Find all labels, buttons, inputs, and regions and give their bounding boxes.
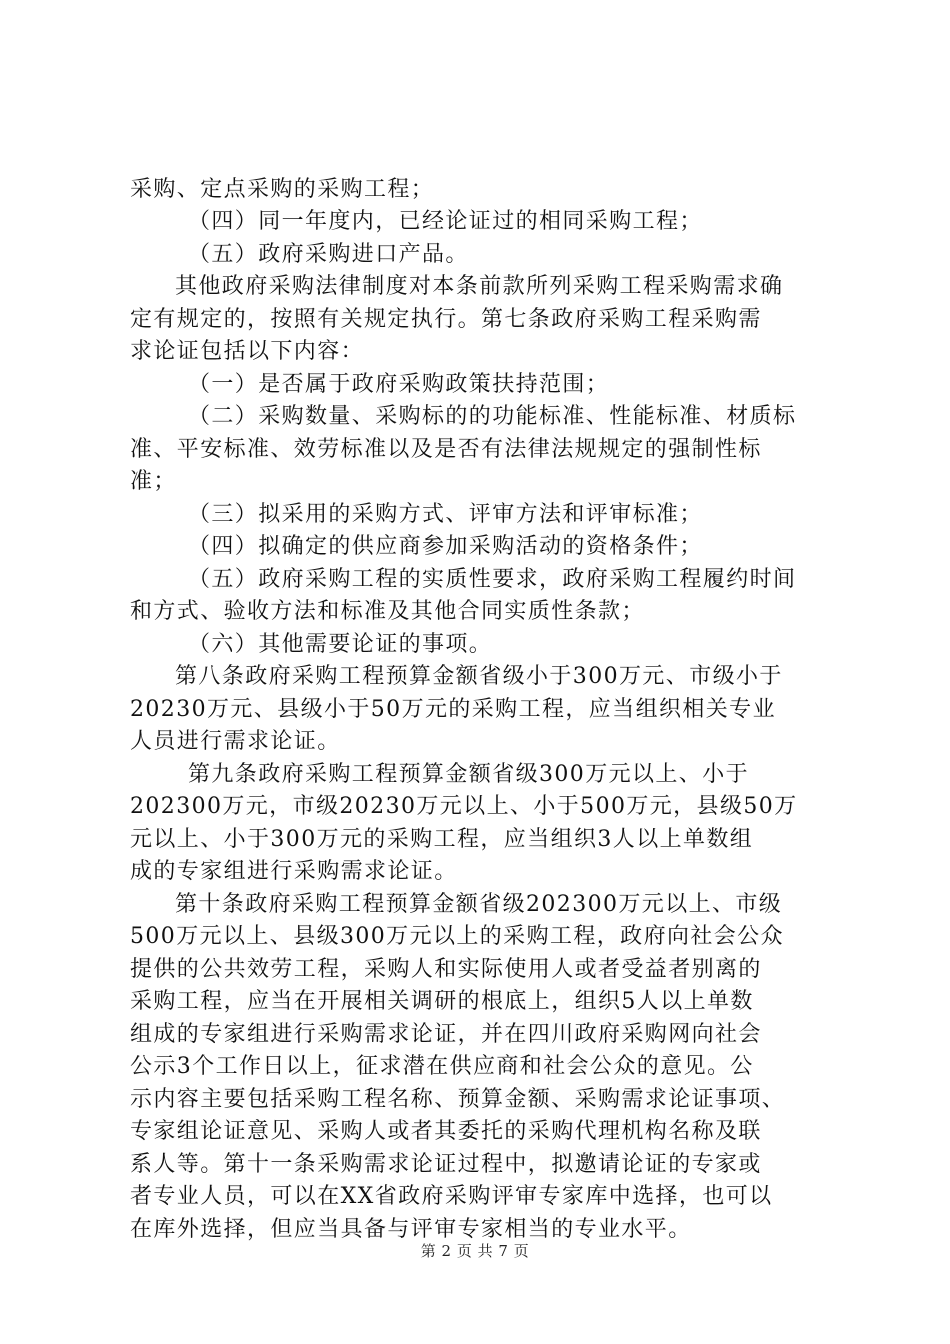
text-line: （四）同一年度内，已经论证过的相同采购工程； xyxy=(188,209,703,234)
text-line: （四）拟确定的供应商参加采购活动的资格条件； xyxy=(188,534,703,559)
text-line: 第十条政府采购工程预算金额省级202300万元以上、市级 xyxy=(175,892,783,917)
text-line: 公示3个工作日以上，征求潜在供应商和社会公众的意见。公 xyxy=(130,1054,754,1079)
text-line: 采购、定点采购的采购工程； xyxy=(130,177,435,202)
text-line: 其他政府采购法律制度对本条前款所列采购工程采购需求确 xyxy=(175,274,784,299)
text-line: 和方式、验收方法和标准及其他合同实质性条款； xyxy=(130,599,645,624)
text-line: 求论证包括以下内容： xyxy=(130,339,365,364)
text-line: 202300万元，市级20230万元以上、小于500万元，县级50万 xyxy=(130,794,798,819)
text-line: 采购工程，应当在开展相关调研的根底上，组织5人以上单数 xyxy=(130,989,754,1014)
text-line: 组成的专家组进行采购需求论证，并在四川政府采购网向社会 xyxy=(130,1022,762,1047)
text-line: （五）政府采购工程的实质性要求，政府采购工程履约时间 xyxy=(188,567,797,592)
text-line: 在库外选择，但应当具备与评审专家相当的专业水平。 xyxy=(130,1217,692,1242)
text-line: （一）是否属于政府采购政策扶持范围； xyxy=(188,372,610,397)
page-number: 第 2 页 共 7 页 xyxy=(420,1242,530,1260)
text-line: 成的专家组进行采购需求论证。 xyxy=(130,859,458,884)
text-line: 提供的公共效劳工程，采购人和实际使用人或者受益者别离的 xyxy=(130,957,762,982)
text-line: 专家组论证意见、采购人或者其委托的采购代理机构名称及联 xyxy=(130,1119,762,1144)
text-line: 500万元以上、县级300万元以上的采购工程，政府向社会公众 xyxy=(130,924,784,949)
text-line: 者专业人员，可以在XX省政府采购评审专家库中选择，也可以 xyxy=(130,1184,773,1209)
text-line: 元以上、小于300万元的采购工程，应当组织3人以上单数组 xyxy=(130,827,754,852)
text-line: （三）拟采用的采购方式、评审方法和评审标准； xyxy=(188,502,703,527)
text-line: 第八条政府采购工程预算金额省级小于300万元、市级小于 xyxy=(175,664,783,689)
text-line: 第九条政府采购工程预算金额省级300万元以上、小于 xyxy=(188,762,749,787)
text-line: 准、平安标准、效劳标准以及是否有法律法规规定的强制性标 xyxy=(130,437,762,462)
text-line: 20230万元、县级小于50万元的采购工程，应当组织相关专业 xyxy=(130,697,776,722)
text-line: 人员进行需求论证。 xyxy=(130,729,341,754)
text-line: （六）其他需要论证的事项。 xyxy=(188,632,493,657)
text-line: 定有规定的，按照有关规定执行。第七条政府采购工程采购需 xyxy=(130,307,762,332)
text-line: （五）政府采购进口产品。 xyxy=(188,242,469,267)
text-line: （二）采购数量、采购标的的功能标准、性能标准、材质标 xyxy=(188,404,797,429)
text-line: 示内容主要包括采购工程名称、预算金额、采购需求论证事项、 xyxy=(130,1087,786,1112)
text-line: 系人等。第十一条采购需求论证过程中，拟邀请论证的专家或 xyxy=(130,1152,762,1177)
text-line: 准； xyxy=(130,469,177,494)
